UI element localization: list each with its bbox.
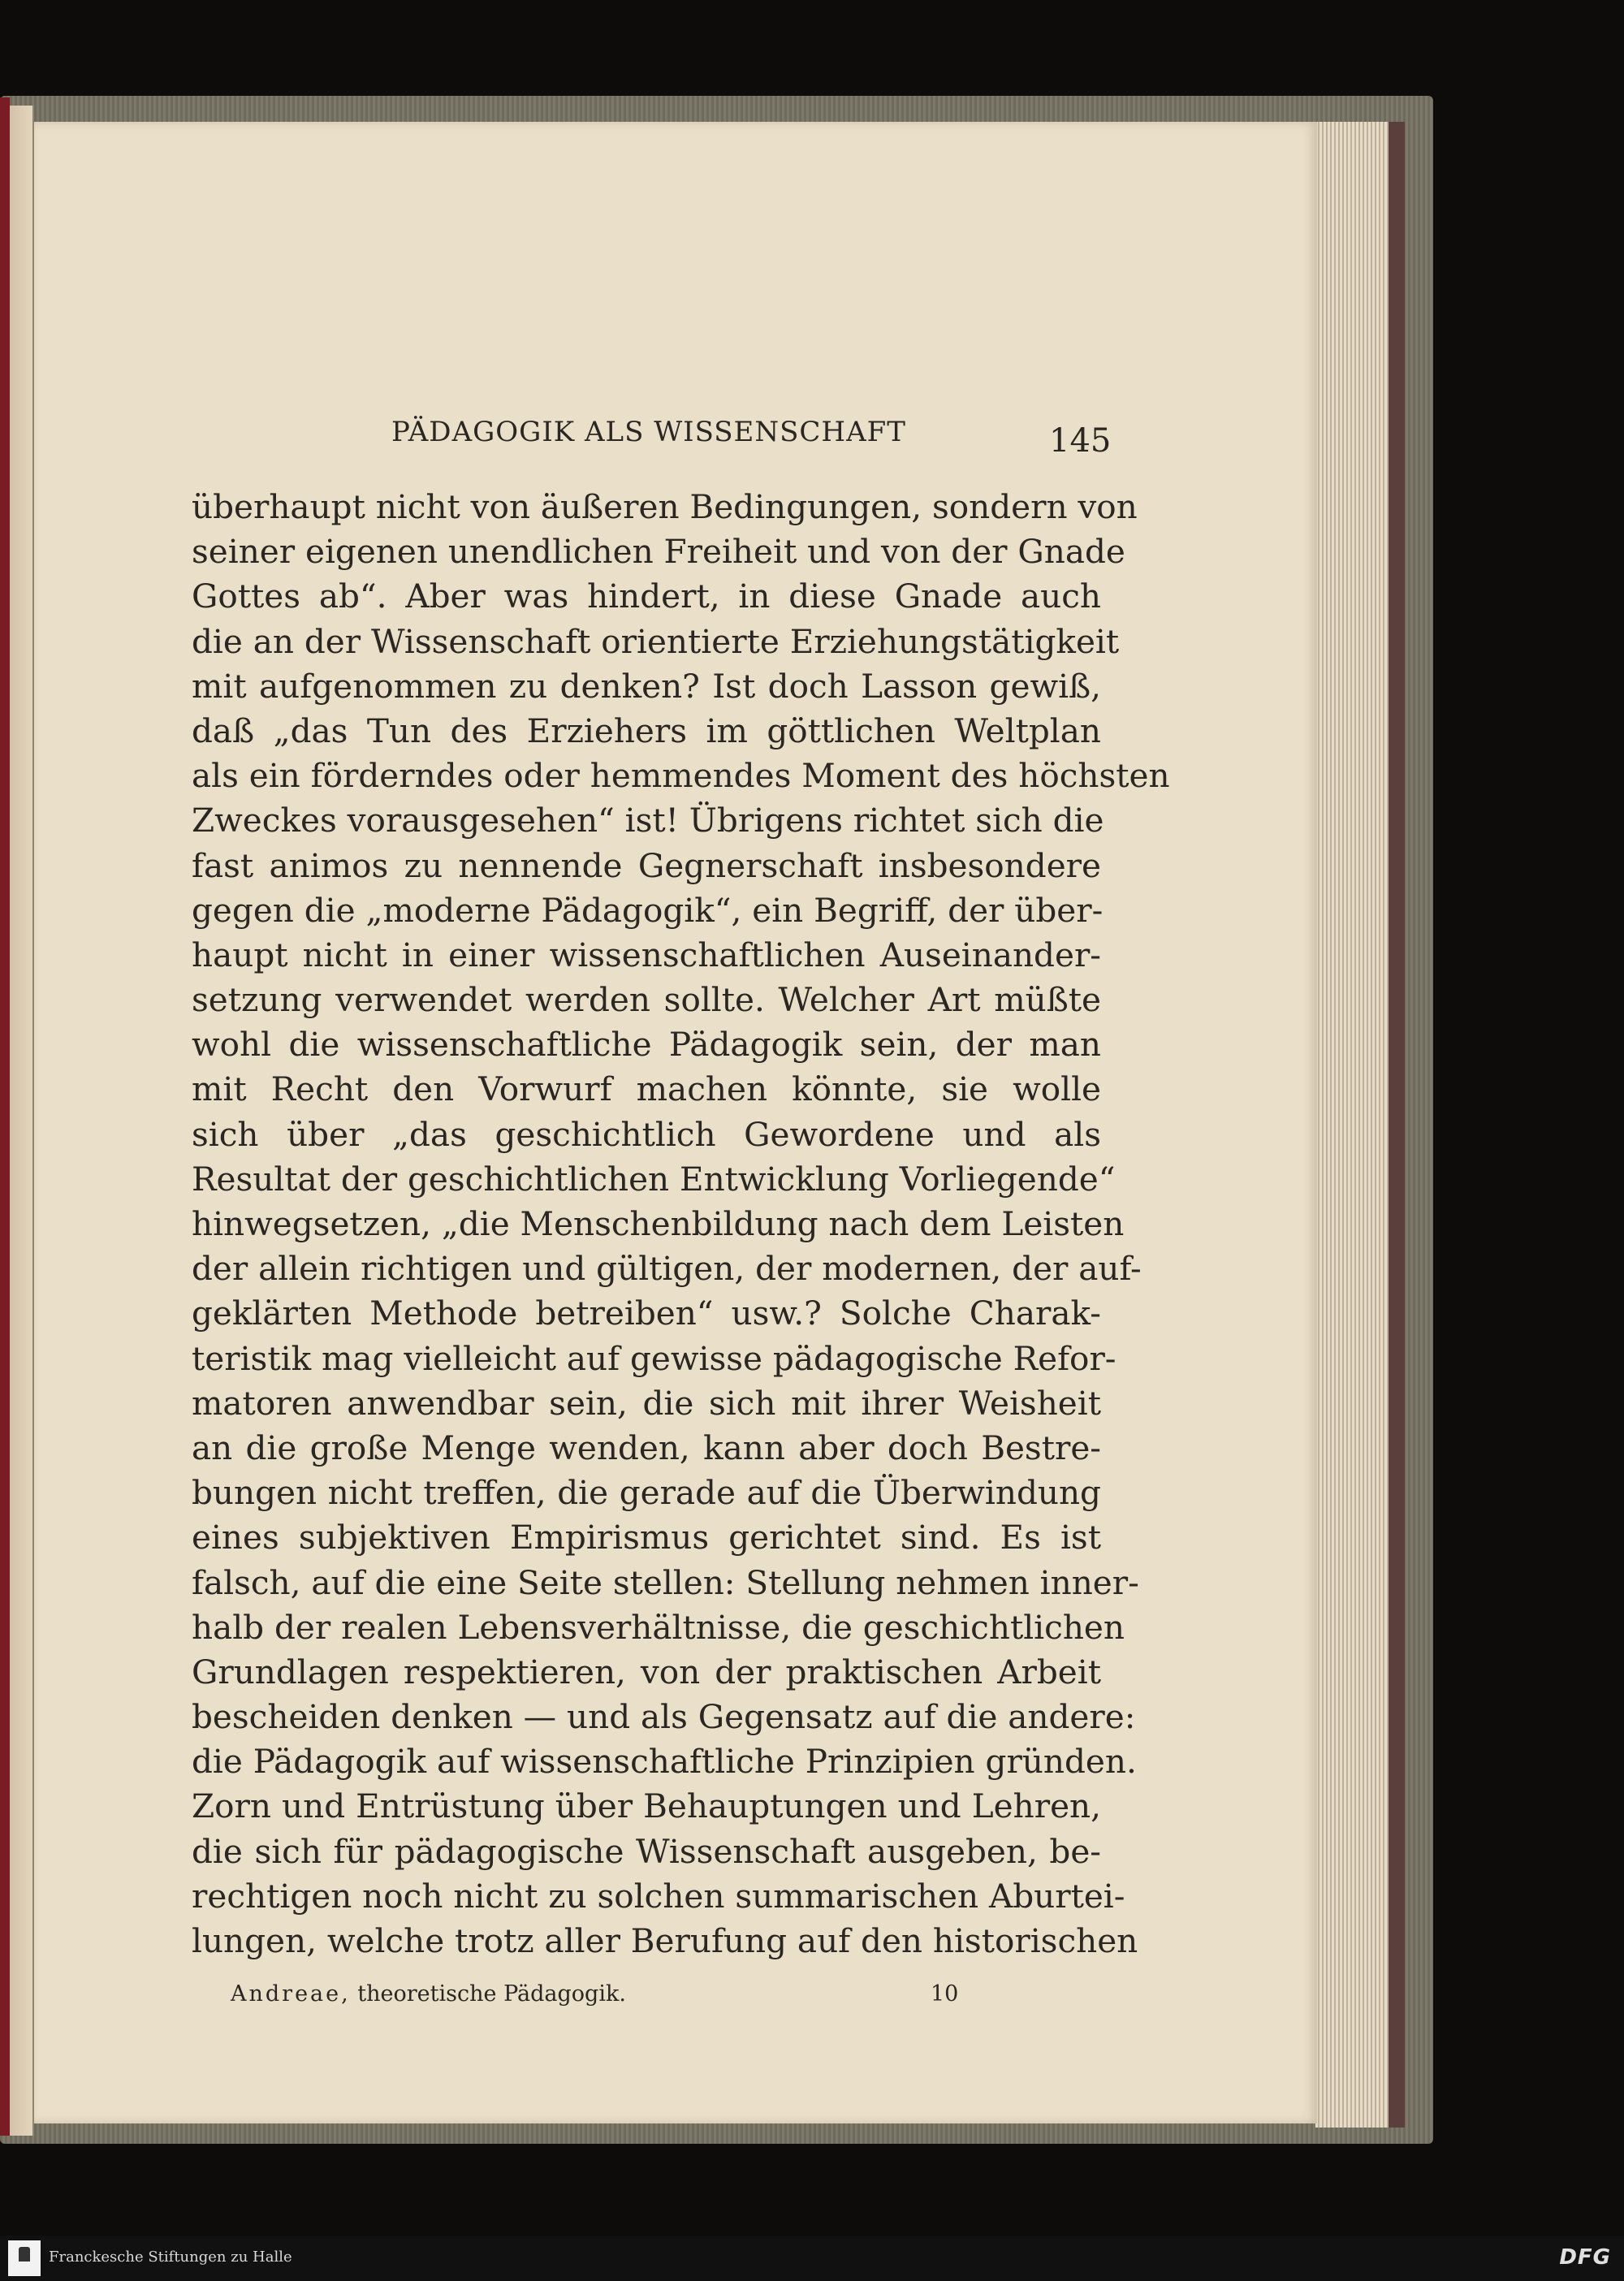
running-head: PÄDAGOGIK ALS WISSENSCHAFT	[391, 416, 906, 448]
text-line: Zorn und Entrüstung über Behauptungen und Lehren,	[192, 1786, 1101, 1826]
text-line: hinwegsetzen, „die Menschenbildung nach dem Leisten	[192, 1204, 1125, 1243]
footer-author: Andreae,	[231, 1981, 351, 2007]
page-number: 145	[1049, 422, 1112, 460]
text-line: matoren anwendbar sein, die sich mit ihrer Weisheit	[192, 1383, 1101, 1423]
footer-title: theoretische Pädagogik.	[350, 1981, 626, 2007]
text-line: lungen, welche trotz aller Berufung auf den historischen	[192, 1921, 1138, 1960]
text-line: sich über „das geschichtlich Gewordene und als	[192, 1114, 1101, 1154]
text-line: fast animos zu nennende Gegnerschaft insbesondere	[192, 845, 1101, 885]
text-line: Zweckes vorausgesehen“ ist! Übrigens richtet sich die	[192, 801, 1104, 840]
text-line: Grundlagen respektieren, von der praktischen Arbeit	[192, 1652, 1101, 1691]
text-line: als ein förderndes oder hemmendes Moment des höchsten	[192, 756, 1170, 796]
viewer-footer-bar	[0, 2236, 1624, 2281]
text-line: mit aufgenommen zu denken? Ist doch Lasson gewiß,	[192, 666, 1101, 706]
text-line: Gottes ab“. Aber was hindert, in diese Gnade auch	[192, 577, 1101, 616]
text-line: bungen nicht treffen, die gerade auf die Überwindung	[192, 1473, 1101, 1513]
text-line: teristik mag vielleicht auf gewisse pädagogische Refor-	[192, 1338, 1116, 1378]
text-line: gegen die „moderne Pädagogik“, ein Begriff, der über-	[192, 890, 1104, 930]
text-line: rechtigen noch nicht zu solchen summarischen Aburtei-	[192, 1876, 1125, 1916]
text-line: Resultat der geschichtlichen Entwicklung Vorliegende“	[192, 1159, 1116, 1199]
institution-name: Franckesche Stiftungen zu Halle	[49, 2249, 292, 2266]
signature-mark: 10	[931, 1981, 959, 2007]
page-stack-edge	[1315, 122, 1389, 2128]
text-line: haupt nicht in einer wissenschaftlichen Auseinander-	[192, 935, 1101, 974]
text-line: mit Recht den Vorwurf machen könnte, sie wolle	[192, 1069, 1101, 1109]
body-text	[192, 485, 1170, 1963]
text-line: die Pädagogik auf wissenschaftliche Prinzipien gründen.	[192, 1742, 1137, 1782]
text-line: bescheiden denken — und als Gegensatz auf die andere:	[192, 1697, 1136, 1737]
text-line: an die große Menge wenden, kann aber doch Bestre-	[192, 1428, 1101, 1467]
text-line: der allein richtigen und gültigen, der modernen, der auf-	[192, 1249, 1142, 1289]
text-line: setzung verwendet werden sollte. Welcher Art müßte	[192, 980, 1101, 1020]
text-line: geklärten Methode betreiben“ usw.? Solche Charak-	[192, 1294, 1101, 1333]
text-line: die sich für pädagogische Wissenschaft ausgeben, be-	[192, 1831, 1101, 1871]
institution-logo-icon	[8, 2240, 41, 2276]
text-line: falsch, auf die eine Seite stellen: Stellung nehmen inner-	[192, 1562, 1139, 1602]
footer-citation	[231, 1981, 626, 2007]
text-line: daß „das Tun des Erziehers im göttlichen Weltplan	[192, 711, 1101, 750]
text-line: halb der realen Lebensverhältnisse, die geschichtlichen	[192, 1607, 1125, 1647]
text-line: eines subjektiven Empirismus gerichtet sind. Es ist	[192, 1518, 1101, 1557]
text-line: überhaupt nicht von äußeren Bedingungen, sondern von	[192, 487, 1138, 526]
text-line: die an der Wissenschaft orientierte Erziehungstätigkeit	[192, 621, 1120, 661]
book-page	[34, 122, 1317, 2123]
dfg-logo: DFG	[1559, 2245, 1611, 2270]
text-line: seiner eigenen unendlichen Freiheit und von der Gnade	[192, 532, 1125, 572]
text-line: wohl die wissenschaftliche Pädagogik sein, der man	[192, 1025, 1101, 1065]
bookmark-ribbon	[0, 97, 10, 2136]
